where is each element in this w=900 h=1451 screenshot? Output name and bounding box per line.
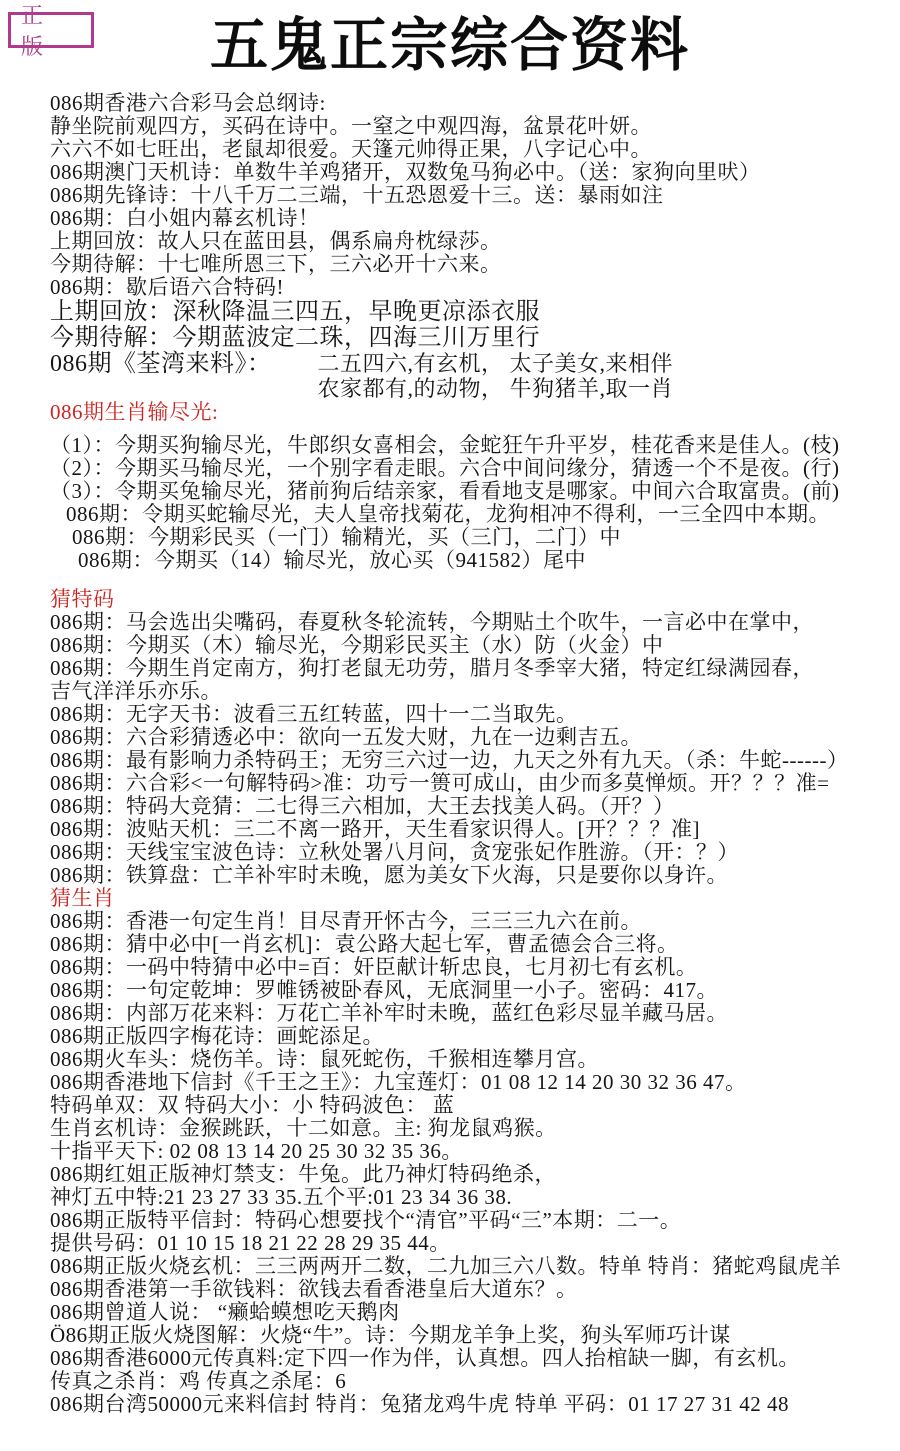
text-line: 静坐院前观四方，买码在诗中。一窒之中观四海，盆景花叶妍。 [50,114,652,138]
text-line: 086期：猜中必中[一肖玄机]：袁公路大起七军，曹孟德会合三将。 [50,932,679,956]
text-line: 086期红姐正版神灯禁支：牛兔。此乃神灯特码绝杀， [50,1162,556,1186]
text-line: 吉气洋洋乐亦乐。 [50,679,222,703]
text-line: 传真之杀肖：鸡 传真之杀尾：6 [50,1369,347,1393]
text-line: 086期香港六合彩马会总纲诗: [50,91,326,115]
text-line: 086期：六合彩猜透必中：欲向一五发大财，九在一边剩吉五。 [50,725,642,749]
text-line: 特码单双：双 特码大小：小 特码波色： 蓝 [50,1093,455,1117]
content [0,92,900,1416]
text-line: （3）：令期买兔输尽光，猪前狗后结亲家，看看地支是哪家。中间六合取富贵。(前) [50,479,840,503]
text-line: 086期：波贴天机：三二不离一路开，天生看家识得人。[开？？？准] [50,817,700,841]
text-line: 086期先锋诗：十八千万二三端，十五恐恩爱十三。送：暴雨如注 [50,183,664,207]
text-line: 今期待解：十七唯所恩三下，三六必开十六来。 [50,252,502,276]
text-line: （1）：今期买狗输尽光，牛郎织女喜相会，金蛇狂午升平岁，桂花香来是佳人。(枝) [50,433,840,457]
section-heading-cai-shengxiao: 猜生肖 [50,886,115,910]
text-line: 086期香港6000元传真料:定下四一作为伴，认真想。四人抬棺缺一脚，有玄机。 [50,1346,800,1370]
text-line: 086期正版火烧玄机：三三两两开二数，二九加三六八数。特单 特肖：猪蛇鸡鼠虎羊 [50,1254,842,1278]
text-line: 086期曾道人说： “癞蛤蟆想吃天鹅肉 [50,1300,400,1324]
text-line: 今期待解：今期蓝波定二珠，四海三川万里行 [50,325,540,351]
tsuen-wan-poem [318,351,674,401]
section-heading-cai-tema: 猜特码 [50,587,115,611]
text-line: 086期：一码中特猜中必中=百：奸臣献计斩忠良，七月初七有玄机。 [50,955,698,979]
text-line: 086期正版四字梅花诗：画蛇添足。 [50,1024,384,1048]
text-line: 086期：今期彩民买（一门）输精光，买（三门，二门）中 [72,525,621,549]
text-line: 086期：六合彩<一句解特码>准：功亏一篑可成山，由少而多莫惮烦。开？？？准= [50,771,830,795]
text-line: 086期：铁算盘：亡羊补牢时未晚，愿为美女下火海，只是要你以身许。 [50,863,728,887]
text-line: 六六不如七旺出，老鼠却很爱。天篷元帅得正果，八字记心中。 [50,137,652,161]
text-line: 086期香港第一手欲钱料：欲钱去看香港皇后大道东？。 [50,1277,578,1301]
text-line: 086期澳门天机诗：单数牛羊鸡猪开，双数兔马狗必中。（送：家狗向里吠） [50,160,761,184]
text-line: 086期：今期买（木）输尽光，今期彩民买主（水）防（火金）中 [50,633,664,657]
text-line: 提供号码：01 10 15 18 21 22 28 29 35 44。 [50,1231,451,1255]
text-line: 086期：特码大竞猜：二七得三六相加，大王去找美人码。（开？） [50,794,675,818]
text-line: 086期：最有影响力杀特码王；无穷三六过一边，九天之外有九天。（杀：牛蛇------） [50,748,849,772]
text-line: 086期：马会选出尖嘴码，春夏秋冬轮流转，今期贴土个吹牛，一言必中在掌中， [50,610,814,634]
text-line: （2）：今期买马输尽光，一个别字看走眼。六合中间问缘分，猜透一个不是夜。(行) [50,456,840,480]
tsuen-wan-label: 086期《荃湾来料》： [50,351,272,377]
authentic-badge [8,3,94,59]
text-line: 086期：今期买（14）输尽光，放心买（941582）尾中 [78,548,586,572]
poem-line: 农家都有,的动物， 牛狗猪羊,取一肖 [317,376,674,401]
text-line: 086期：歇后语六合特码! [50,275,284,299]
page-title: 五鬼正宗综合资料 [209,13,690,78]
text-line: 086期：令期买蛇输尽光，夫人皇帝找菊花，龙狗相冲不得利，一三全四中本期。 [66,502,830,526]
text-line: Ö86期正版火烧图解：火烧“牛”。诗：今期龙羊争上奖，狗头军师巧计谋 [50,1323,731,1347]
section-heading-shengxiao-shujinguang: 086期生肖输尽光: [50,400,219,424]
text-line: 086期：一句定乾坤：罗帷锈被卧春风，无底洞里一小子。密码：417。 [50,978,718,1002]
tsuen-wan-tips-row [50,351,896,401]
text-line: 086期正版特平信封：特码心想要找个“清官”平码“三”本期：二一。 [50,1208,682,1232]
text-line: 086期香港地下信封《千王之王》：九宝莲灯：01 08 12 14 20 30 32 36 47。 [50,1070,747,1094]
text-line: 086期台湾50000元来料信封 特肖：兔猪龙鸡牛虎 特单 平码：01 17 27 31 42 48 [50,1392,789,1416]
text-line: 086期：白小姐内幕玄机诗！ [50,206,320,230]
text-line: 086期：内部万花来料：万花亡羊补牢时未晚，蓝红色彩尽显羊藏马居。 [50,1001,728,1025]
poem-line: 二五四六,有玄机， 太子美女,来相伴 [317,351,674,376]
text-line: 上期回放：故人只在蓝田县，偶系扁舟枕绿莎。 [50,229,502,253]
text-line: 086期：无字天书：波看三五红转蓝，四十一二当取先。 [50,702,578,726]
text-line: 神灯五中特:21 23 27 33 35.五个平:01 23 34 36 38. [50,1185,513,1209]
text-line: 生肖玄机诗：金猴跳跃，十二如意。主: 狗龙鼠鸡猴。 [50,1116,557,1140]
authentic-badge-label: 正 版 [21,3,56,59]
text-line: 086期：天线宝宝波色诗：立秋处署八月问，贪宠张妃作胜游。（开：？） [50,840,739,864]
text-line: 086期火车头：烧伤羊。诗：鼠死蛇伤，千猴相连攀月宫。 [50,1047,599,1071]
text-line: 上期回放：深秋降温三四五，早晚更凉添衣服 [50,299,540,325]
text-line: 十指平天下: 02 08 13 14 20 25 30 32 35 36。 [50,1139,463,1163]
text-line: 086期：今期生肖定南方，狗打老鼠无功劳，腊月冬季宰大猪，特定红绿满园春， [50,656,814,680]
text-line: 086期：香港一句定生肖！目尽青开怀古今，三三三九六在前。 [50,909,642,933]
